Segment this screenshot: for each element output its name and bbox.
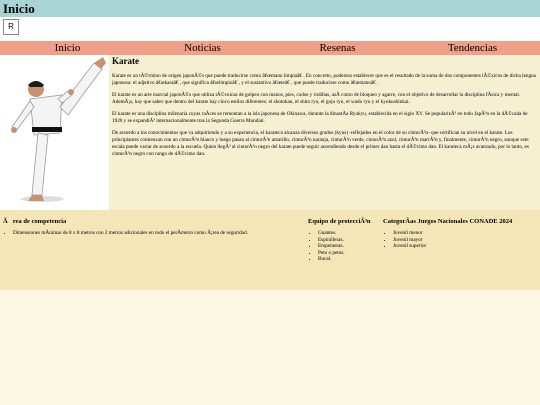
nav-item-tendencias[interactable]: Tendencias xyxy=(447,42,498,54)
list-item: • Bucal. xyxy=(318,256,378,263)
content-panel xyxy=(109,55,540,210)
categories-section xyxy=(383,218,538,250)
paragraph-3: El karate es una disciplina milenaria cuyas raÃces se remontan a la isla japonesa de Okinawa, durante la dinastÃa Ryukyu, establecida en el siglo XV. Se popularizÃ³ en todo JapÃ³n en la dÃ©cada de 1920 y se expandiÃ³ internacionalmente tras la Segunda Guerra Mundial. xyxy=(112,111,528,124)
nav-item-noticias[interactable]: Noticias xyxy=(184,42,221,54)
list-item: • Juvenil superior xyxy=(393,243,538,250)
list-item: • Guantes. xyxy=(318,230,378,237)
equipment-heading: Equipo de protecciÃ³n xyxy=(308,218,371,225)
karate-image xyxy=(2,55,107,210)
paragraph-1: Karate es un tÃ©rmino de origen japonÃ©s que puede traducirse como â€œmano limpiaâ€ . En concreto, podemos establecer que es el resultado de la suma de dos componentes lÃ©xicos de dicha lengua japonesa: el adjetivo â€œkaraâ€ , que significa â€œlimpioâ€ , y el sustantivo â€œteâ€ , que puede traducirse como â€œmanoâ€ . xyxy=(112,73,536,86)
top-bar xyxy=(0,0,540,17)
equipment-list xyxy=(308,230,378,263)
list-item: • Dimensiones mÃnimas de 8 x 8 metros con 2 metros adicionales en todo el perÃmetro como Ã¡rea de seguridad. xyxy=(13,230,298,237)
nav-item-inicio[interactable]: Inicio xyxy=(54,42,81,54)
area-list xyxy=(3,230,298,237)
categories-heading: CategorÃas Juegos Nacionales CONADE 2024 xyxy=(383,218,513,225)
categories-list xyxy=(383,230,538,250)
list-item: • Juvenil menor xyxy=(393,230,538,237)
info-section xyxy=(0,210,540,290)
list-item: • Empeineras. xyxy=(318,243,378,250)
area-section xyxy=(3,218,298,237)
list-item: • Peto o petos. xyxy=(318,250,378,257)
list-item: • Espinilleras. xyxy=(318,237,378,244)
area-heading: Ãrea de competencia xyxy=(3,218,67,225)
r-button[interactable]: R xyxy=(3,19,19,35)
paragraph-2: El karate es un arte marcial japonÃ©s que utiliza tÃ©cnicas de golpeo con manos, pies, codos y rodillas, asÃ como de bloqueo y agarre, con el objetivo de desarrollar la disciplina fÃsica y mental. AdemÃ¡s, hay que saber que dentro del karate hay cinco estilos diferentes: el shotokan, el shito ryu, el goju ryu, el wado ryu y el kyokushinkai. xyxy=(112,92,521,105)
karate-kick-illustration xyxy=(2,55,107,210)
equipment-section xyxy=(308,218,378,263)
nav-item-resenas[interactable]: Resenas xyxy=(319,42,356,54)
list-item: • Juvenil mayor xyxy=(393,237,538,244)
paragraph-4: De acuerdo a los conocimientos que va adquiriendo y a su experiencia, el karateca alcanza diversos grados (kyus) -reflejados en el color de su cinturÃ³n- que certifican su nivel en el karate. Los principiantes comienzan con un cinturÃ³n blanco y luego pasan al cinturÃ³n amarillo, cinturÃ³n naranja, cinturÃ³n verde, cinturÃ³n azul, cinturÃ³n marrÃ³n y, finalmente, cinturÃ³n negro, aunque este escala puede variar de acuerdo a la escuela. Quien llegÃ³ al cinturÃ³n negro del karate puede seguir ascendiendo desde el primer dan hasta el dÃ©cimo dan. El karateca mÃ¡s avanzado, por lo tanto, es cinturÃ³n negro con rango de dÃ©cimo dan. xyxy=(112,130,529,157)
main-nav xyxy=(0,41,540,55)
page-title: Inicio xyxy=(3,1,35,16)
article-heading: Karate xyxy=(112,56,139,66)
footer-area xyxy=(0,290,540,405)
